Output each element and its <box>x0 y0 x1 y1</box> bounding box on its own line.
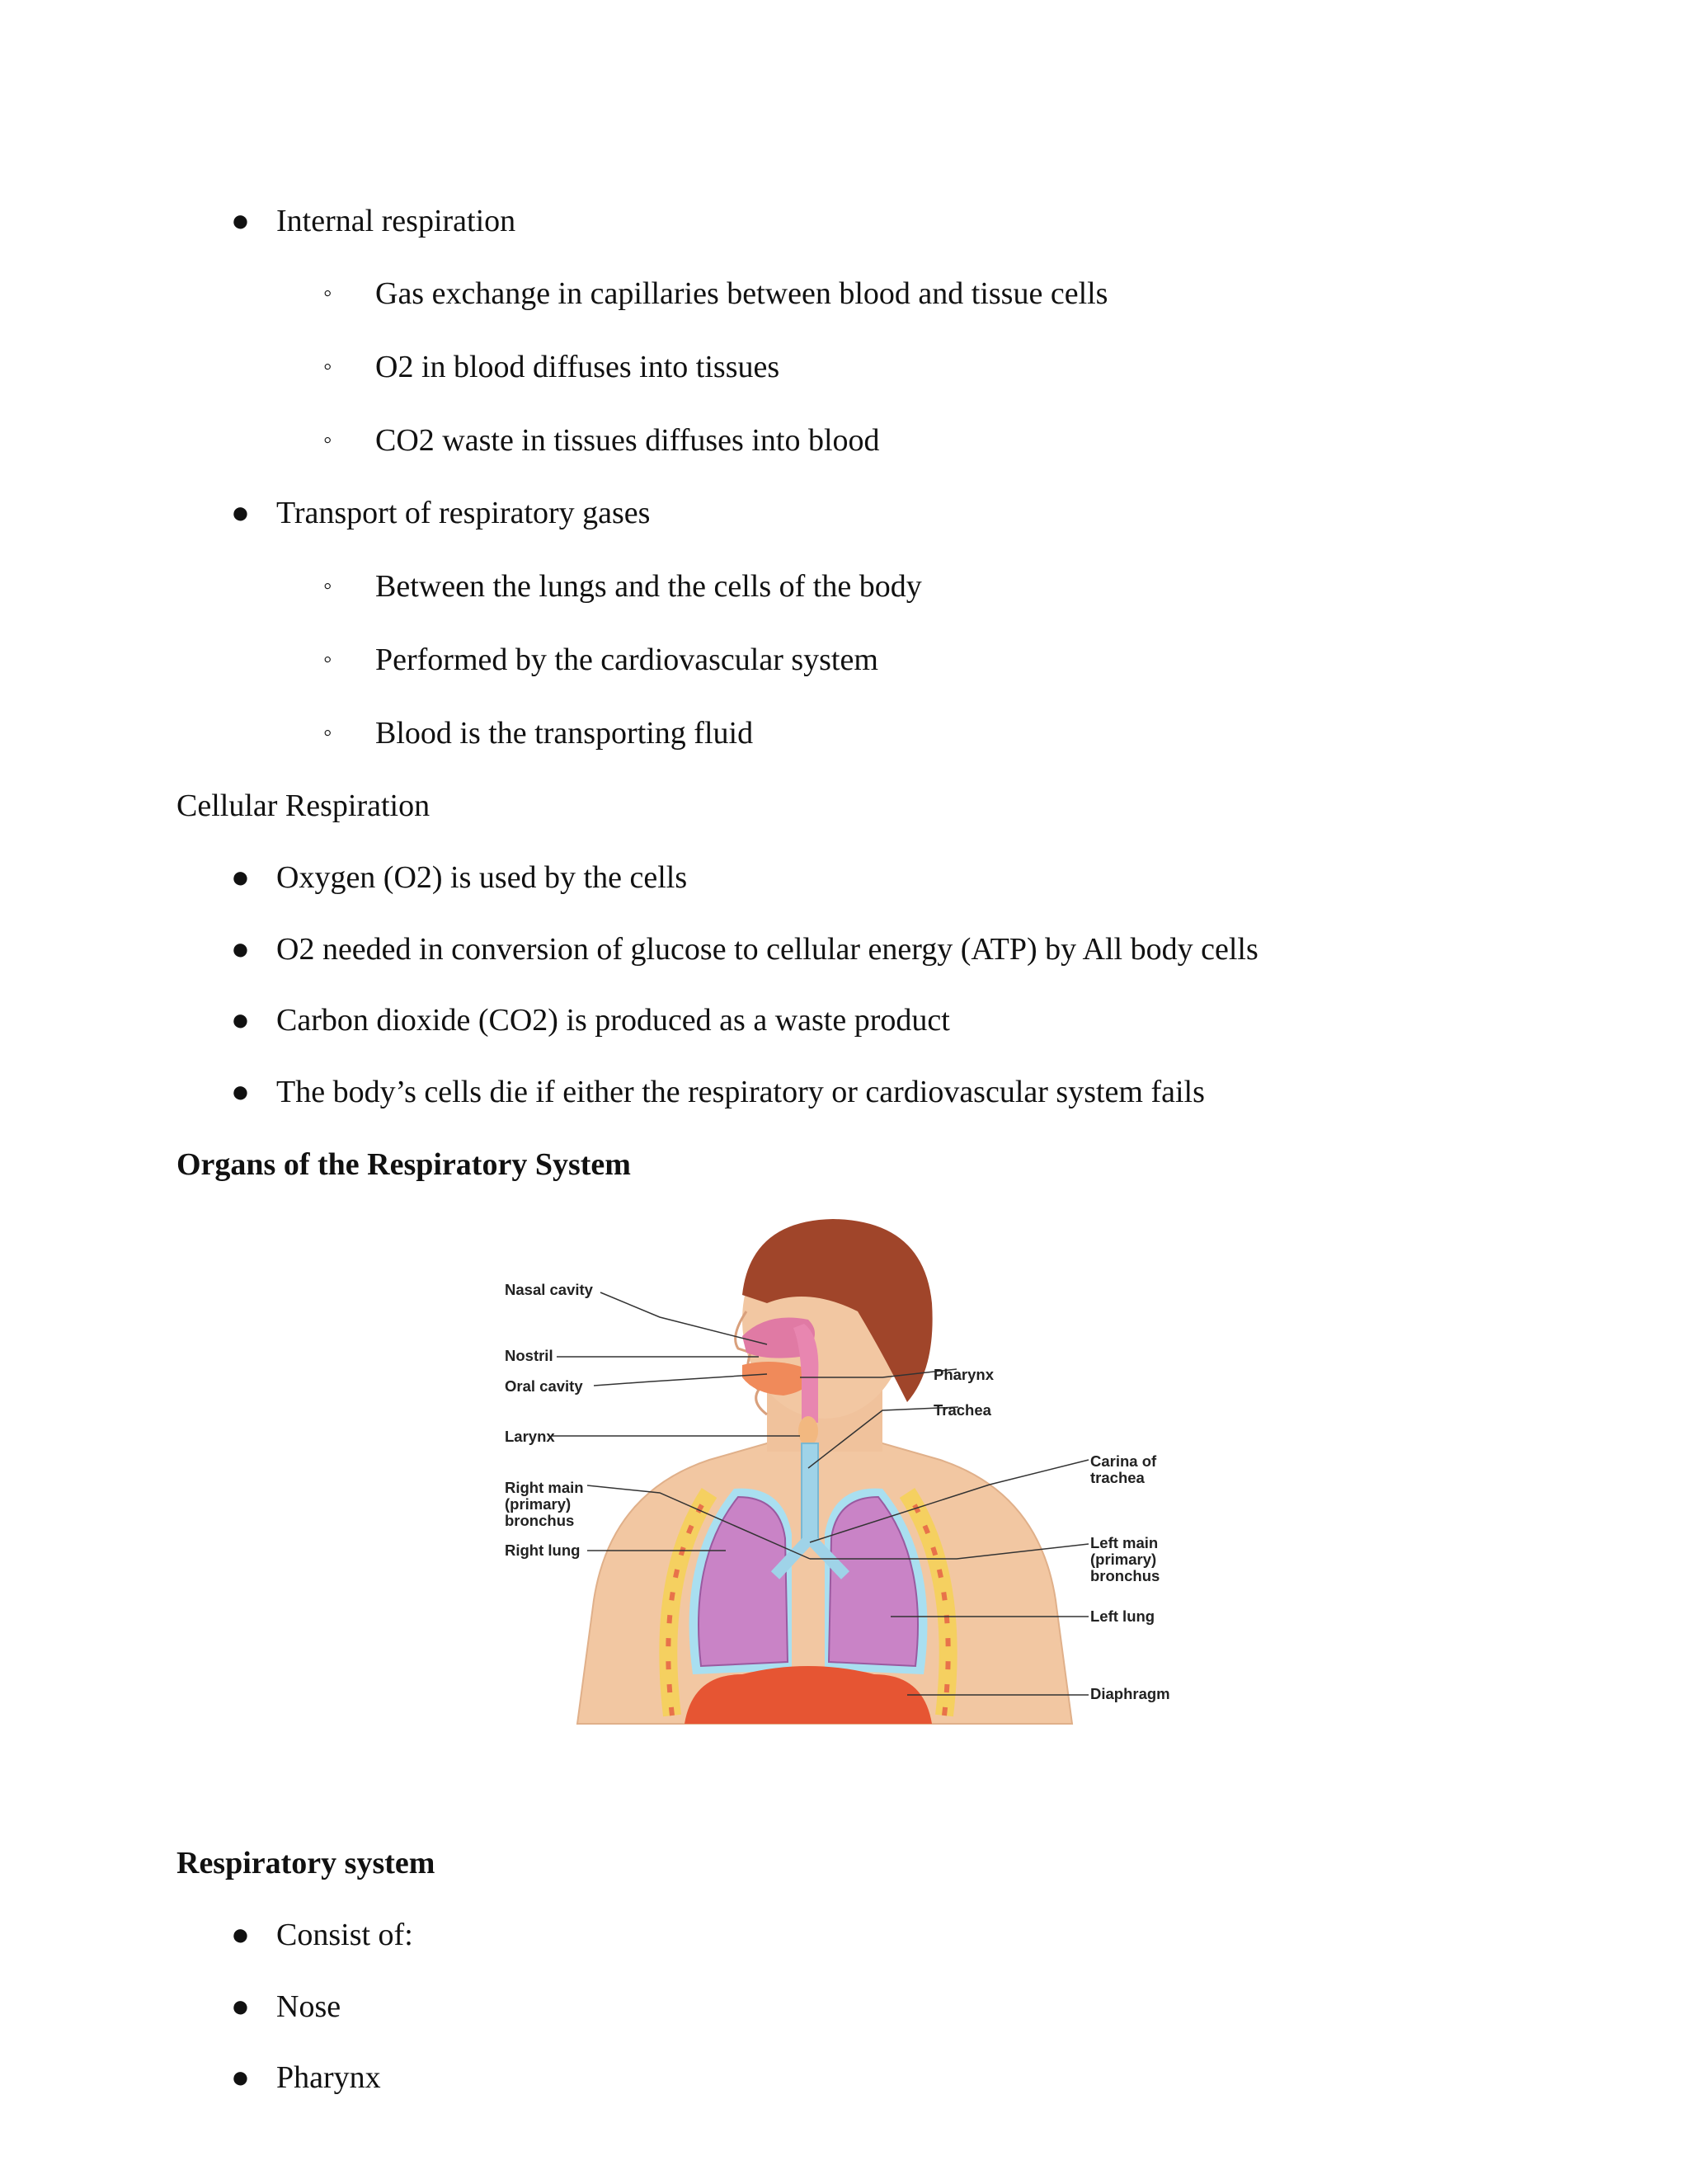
label-left-lung: Left lung <box>1090 1607 1155 1625</box>
heading-organs: Organs of the Respiratory System <box>176 1147 631 1182</box>
oral-cavity <box>742 1362 810 1396</box>
sub-item: Blood is the transporting fluid <box>375 716 754 751</box>
sub-bullet: ◦ <box>323 426 332 454</box>
bullet: ● <box>231 2060 250 2095</box>
bullet: ● <box>231 932 250 967</box>
trachea <box>802 1443 818 1542</box>
sub-bullet: ◦ <box>323 280 332 307</box>
sub-bullet: ◦ <box>323 572 332 600</box>
sub-item: Gas exchange in capillaries between blood and tissue cells <box>375 276 1108 311</box>
label-left-main-bronchus-3: bronchus <box>1090 1567 1160 1584</box>
bullet: ● <box>231 1075 250 1109</box>
sub-item: Between the lungs and the cells of the body <box>375 569 922 604</box>
label-nasal-cavity: Nasal cavity <box>505 1281 593 1298</box>
label-carina-1: Carina of <box>1090 1452 1157 1470</box>
bullet-transport: Transport of respiratory gases <box>276 496 651 530</box>
label-nostril: Nostril <box>505 1347 553 1364</box>
label-diaphragm: Diaphragm <box>1090 1685 1170 1702</box>
heading-respiratory-system: Respiratory system <box>176 1846 435 1880</box>
list-item: Carbon dioxide (CO2) is produced as a waste product <box>276 1003 950 1038</box>
bullet: ● <box>231 1989 250 2024</box>
list-item: The body’s cells die if either the respiratory or cardiovascular system fails <box>276 1075 1205 1109</box>
larynx <box>798 1416 818 1446</box>
label-trachea: Trachea <box>934 1401 991 1419</box>
sub-bullet: ◦ <box>323 719 332 746</box>
list-item: Consist of: <box>276 1918 413 1952</box>
sub-item: O2 in blood diffuses into tissues <box>375 350 780 384</box>
label-right-lung: Right lung <box>505 1542 581 1559</box>
label-right-main-bronchus-3: bronchus <box>505 1512 575 1529</box>
bullet-internal-respiration: Internal respiration <box>276 204 516 238</box>
bullet: ● <box>231 204 250 238</box>
bullet: ● <box>231 1003 250 1038</box>
bullet: ● <box>231 1918 250 1952</box>
sub-item: Performed by the cardiovascular system <box>375 642 878 677</box>
label-pharynx: Pharynx <box>934 1366 995 1383</box>
sub-bullet: ◦ <box>323 353 332 380</box>
label-left-main-bronchus-1: Left main <box>1090 1534 1159 1551</box>
label-carina-2: trachea <box>1090 1469 1145 1486</box>
list-item: O2 needed in conversion of glucose to cellular energy (ATP) by All body cells <box>276 932 1259 967</box>
list-item: Oxygen (O2) is used by the cells <box>276 860 688 895</box>
list-item: Nose <box>276 1989 341 2024</box>
respiratory-system-diagram <box>495 1212 1204 1740</box>
label-larynx: Larynx <box>505 1428 555 1445</box>
list-item: Pharynx <box>276 2060 381 2095</box>
label-right-main-bronchus-1: Right main <box>505 1479 584 1496</box>
label-oral-cavity: Oral cavity <box>505 1377 583 1395</box>
bullet: ● <box>231 860 250 895</box>
sub-bullet: ◦ <box>323 646 332 673</box>
label-left-main-bronchus-2: (primary) <box>1090 1551 1157 1568</box>
heading-cellular-respiration: Cellular Respiration <box>176 788 430 823</box>
label-right-main-bronchus-2: (primary) <box>505 1495 572 1513</box>
bullet: ● <box>231 496 250 530</box>
sub-item: CO2 waste in tissues diffuses into blood <box>375 423 880 458</box>
